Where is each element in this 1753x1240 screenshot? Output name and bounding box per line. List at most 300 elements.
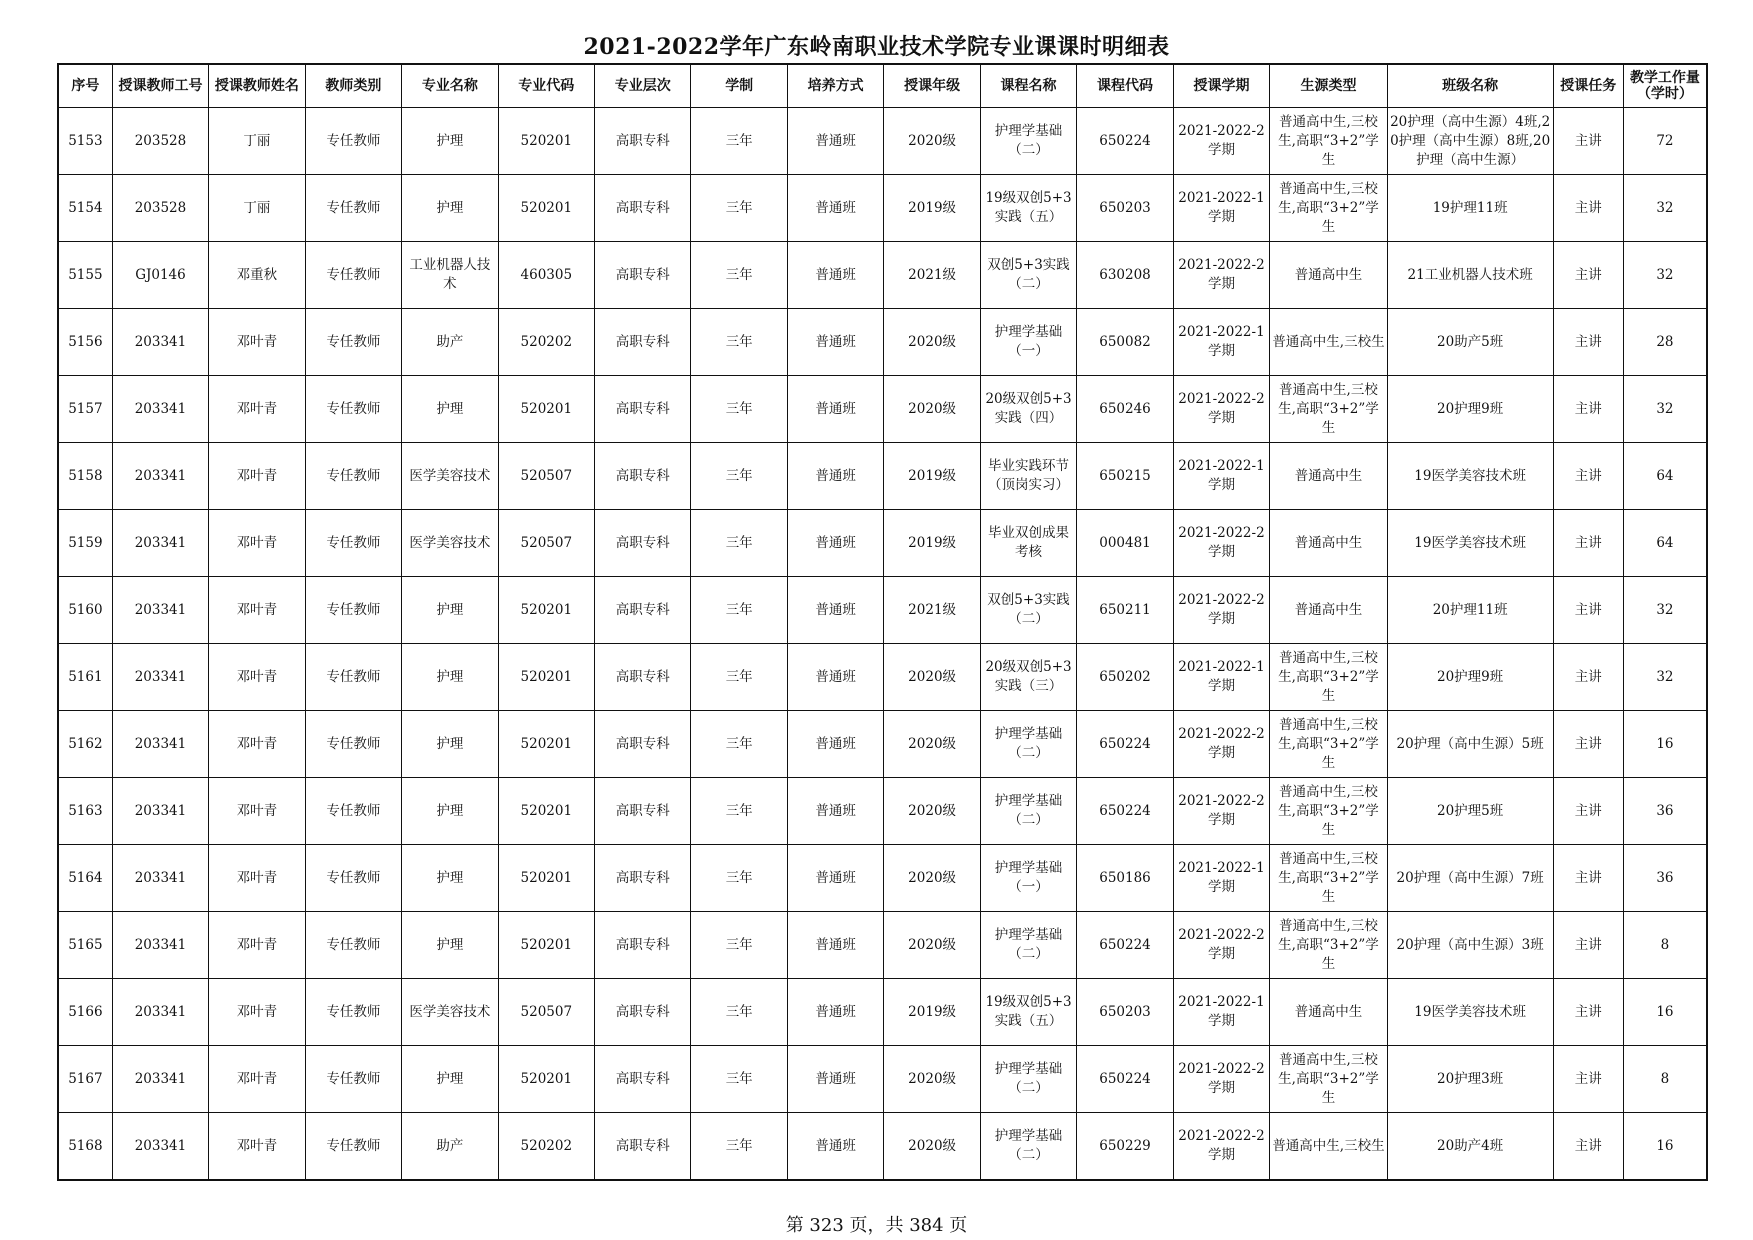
cell-text: 520507: [520, 534, 573, 551]
cell-text: 护理: [436, 400, 464, 417]
cell-text: 普通班: [815, 869, 856, 886]
cell-text: 36: [1656, 802, 1674, 819]
table-cell: [1077, 912, 1173, 979]
cell-text: 203341: [134, 534, 187, 551]
cell-text: 5162: [68, 735, 103, 752]
cell-text: 20护理9班: [1437, 400, 1504, 417]
table-cell: [691, 1046, 787, 1113]
table-cell: [402, 175, 498, 242]
cell-text: 专任教师: [326, 1137, 381, 1154]
table-cell: [112, 912, 208, 979]
cell-text: 普通高中生,三校生,高职“3+2”学生: [1278, 850, 1379, 905]
column-header: 序号: [58, 64, 112, 108]
table-cell: [691, 108, 787, 175]
table-row: [58, 108, 1707, 175]
table-cell: [402, 644, 498, 711]
cell-text: 三年: [725, 400, 753, 417]
cell-text: 三年: [725, 534, 753, 551]
cell-text: 2020级: [908, 735, 957, 752]
cell-text: 520201: [520, 1070, 573, 1087]
cell-text: 主讲: [1574, 668, 1602, 685]
cell-text: 专任教师: [326, 1070, 381, 1087]
table-cell: [1270, 175, 1388, 242]
table-cell: [1077, 510, 1173, 577]
table-cell: [58, 778, 112, 845]
table-cell: [1077, 845, 1173, 912]
table-cell: [209, 644, 305, 711]
cell-text: 高职专科: [615, 1070, 670, 1087]
column-header: 授课学期: [1173, 64, 1269, 108]
table-cell: [402, 778, 498, 845]
table-cell: [58, 644, 112, 711]
cell-text: 普通高中生,三校生,高职“3+2”学生: [1278, 1051, 1379, 1106]
column-header: 专业层次: [595, 64, 691, 108]
cell-text: 5165: [68, 936, 103, 953]
table-cell: [305, 108, 401, 175]
cell-text: 护理: [436, 601, 464, 618]
table-cell: [980, 309, 1076, 376]
cell-text: 护理学基础（二）: [994, 1128, 1063, 1163]
table-cell: [58, 1046, 112, 1113]
table-header: [58, 64, 1707, 108]
cell-text: 主讲: [1574, 266, 1602, 283]
cell-text: 5159: [68, 534, 103, 551]
table-cell: [1173, 108, 1269, 175]
cell-text: 650224: [1099, 132, 1151, 149]
table-cell: [1553, 912, 1623, 979]
table-cell: [209, 108, 305, 175]
cell-text: 2021-2022-2学期: [1178, 1061, 1265, 1096]
table-cell: [787, 242, 883, 309]
table-cell: [58, 108, 112, 175]
table-cell: [787, 1046, 883, 1113]
cell-text: 主讲: [1574, 534, 1602, 551]
table-cell: [1387, 577, 1553, 644]
cell-text: 203528: [134, 199, 187, 216]
table-cell: [498, 845, 594, 912]
table-cell: [498, 175, 594, 242]
cell-text: 2021-2022-1学期: [1178, 458, 1265, 493]
cell-text: 2021-2022-2学期: [1178, 726, 1265, 761]
table-cell: [58, 845, 112, 912]
cell-text: 2021-2022-2学期: [1178, 793, 1265, 828]
cell-text: 普通班: [815, 601, 856, 618]
cell-text: 32: [1656, 400, 1674, 417]
table-cell: [1553, 376, 1623, 443]
table-cell: [1387, 108, 1553, 175]
table-cell: [209, 309, 305, 376]
cell-text: 16: [1656, 1003, 1674, 1020]
table-cell: [1173, 376, 1269, 443]
cell-text: 2020级: [908, 802, 957, 819]
cell-text: 普通高中生: [1294, 601, 1363, 618]
table-cell: [1553, 711, 1623, 778]
table-cell: [402, 443, 498, 510]
cell-text: 64: [1656, 467, 1674, 484]
table-cell: [1623, 577, 1707, 644]
cell-text: 双创5+3实践（二）: [987, 592, 1070, 627]
table-cell: [209, 175, 305, 242]
cell-text: 2021-2022-2学期: [1178, 927, 1265, 962]
cell-text: 普通班: [815, 266, 856, 283]
table-cell: [1077, 1113, 1173, 1181]
table-cell: [498, 912, 594, 979]
table-cell: [58, 979, 112, 1046]
table-cell: [402, 510, 498, 577]
cell-text: 普通高中生,三校生,高职“3+2”学生: [1278, 649, 1379, 704]
cell-text: 助产: [436, 1137, 464, 1154]
cell-text: 三年: [725, 1003, 753, 1020]
table-cell: [1623, 376, 1707, 443]
table-cell: [58, 1113, 112, 1181]
cell-text: 普通高中生,三校生,高职“3+2”学生: [1278, 113, 1379, 168]
table-cell: [595, 108, 691, 175]
cell-text: 毕业实践环节（顶岗实习）: [988, 458, 1070, 493]
cell-text: 2020级: [908, 936, 957, 953]
table-cell: [1623, 1046, 1707, 1113]
cell-text: 普通班: [815, 668, 856, 685]
cell-text: 5156: [68, 333, 103, 350]
table-cell: [1387, 778, 1553, 845]
cell-text: 护理学基础（二）: [994, 1061, 1063, 1096]
cell-text: 护理学基础（二）: [994, 927, 1063, 962]
table-cell: [402, 1113, 498, 1181]
cell-text: 20级双创5+3实践（三）: [985, 659, 1072, 694]
cell-text: 专任教师: [326, 199, 381, 216]
table-cell: [209, 912, 305, 979]
header-row: [58, 64, 1707, 108]
table-cell: [1270, 1046, 1388, 1113]
cell-text: 邓叶青: [236, 735, 278, 752]
cell-text: 三年: [725, 266, 753, 283]
cell-text: 毕业双创成果考核: [988, 525, 1070, 560]
table-cell: [1173, 979, 1269, 1046]
cell-text: 72: [1656, 132, 1674, 149]
cell-text: 000481: [1099, 534, 1151, 551]
cell-text: 203341: [134, 1070, 187, 1087]
cell-text: 三年: [725, 735, 753, 752]
table-row: [58, 778, 1707, 845]
cell-text: 邓叶青: [236, 400, 278, 417]
table-cell: [595, 711, 691, 778]
cell-text: 主讲: [1574, 1137, 1602, 1154]
cell-text: 护理学基础（一）: [994, 860, 1063, 895]
table-cell: [787, 1113, 883, 1181]
table-cell: [402, 845, 498, 912]
cell-text: 20助产5班: [1437, 333, 1504, 350]
table-cell: [305, 242, 401, 309]
cell-text: 普通高中生,三校生,高职“3+2”学生: [1278, 716, 1379, 771]
cell-text: 高职专科: [615, 936, 670, 953]
table-cell: [595, 1113, 691, 1181]
table-cell: [1623, 108, 1707, 175]
table-cell: [209, 577, 305, 644]
cell-text: 邓叶青: [236, 333, 278, 350]
table-cell: [980, 577, 1076, 644]
cell-text: 2020级: [908, 333, 957, 350]
table-cell: [1387, 979, 1553, 1046]
cell-text: 32: [1656, 668, 1674, 685]
table-cell: [1623, 1113, 1707, 1181]
cell-text: 三年: [725, 467, 753, 484]
cell-text: 高职专科: [615, 333, 670, 350]
table-cell: [209, 242, 305, 309]
table-cell: [112, 1113, 208, 1181]
table-cell: [112, 644, 208, 711]
table-cell: [884, 778, 980, 845]
cell-text: 邓叶青: [236, 601, 278, 618]
table-cell: [980, 108, 1076, 175]
table-cell: [498, 778, 594, 845]
table-cell: [884, 376, 980, 443]
table-cell: [1553, 175, 1623, 242]
table-cell: [1553, 309, 1623, 376]
cell-text: 2021-2022-1学期: [1178, 324, 1265, 359]
table-cell: [209, 376, 305, 443]
table-cell: [1623, 443, 1707, 510]
cell-text: 三年: [725, 668, 753, 685]
cell-text: 护理: [436, 132, 464, 149]
column-header: 专业代码: [498, 64, 594, 108]
cell-text: 8: [1660, 1070, 1670, 1087]
table-cell: [691, 979, 787, 1046]
cell-text: 三年: [725, 333, 753, 350]
table-cell: [884, 175, 980, 242]
table-cell: [1270, 912, 1388, 979]
table-cell: [884, 309, 980, 376]
cell-text: 20助产4班: [1437, 1137, 1504, 1154]
cell-text: 5166: [68, 1003, 103, 1020]
cell-text: 丁丽: [243, 199, 271, 216]
cell-text: 460305: [520, 266, 573, 283]
table-cell: [112, 778, 208, 845]
table-cell: [1387, 711, 1553, 778]
cell-text: 203528: [134, 132, 187, 149]
table-cell: [112, 376, 208, 443]
table-cell: [1623, 644, 1707, 711]
table-cell: [498, 644, 594, 711]
cell-text: 520507: [520, 467, 573, 484]
table-cell: [1270, 108, 1388, 175]
cell-text: 19医学美容技术班: [1414, 467, 1526, 484]
table-cell: [691, 711, 787, 778]
cell-text: 高职专科: [615, 869, 670, 886]
cell-text: 520202: [520, 333, 573, 350]
table-cell: [884, 1046, 980, 1113]
table-cell: [1553, 845, 1623, 912]
cell-text: 650215: [1099, 467, 1151, 484]
table-cell: [305, 711, 401, 778]
table-cell: [498, 108, 594, 175]
cell-text: 28: [1656, 333, 1674, 350]
cell-text: 5158: [68, 467, 103, 484]
table-cell: [787, 778, 883, 845]
table-row: [58, 242, 1707, 309]
table-cell: [112, 979, 208, 1046]
cell-text: 650203: [1099, 199, 1151, 216]
cell-text: 邓叶青: [236, 1137, 278, 1154]
table-cell: [305, 778, 401, 845]
table-cell: [209, 778, 305, 845]
cell-text: 650224: [1099, 735, 1151, 752]
cell-text: 邓叶青: [236, 1070, 278, 1087]
table-cell: [980, 979, 1076, 1046]
cell-text: 普通班: [815, 534, 856, 551]
cell-text: 19医学美容技术班: [1414, 1003, 1526, 1020]
table-cell: [595, 242, 691, 309]
table-cell: [884, 644, 980, 711]
cell-text: 普通班: [815, 400, 856, 417]
course-hours-table: [57, 63, 1708, 1181]
cell-text: 普通班: [815, 199, 856, 216]
cell-text: 2021-2022-2学期: [1178, 123, 1265, 158]
table-cell: [209, 711, 305, 778]
cell-text: 2019级: [908, 467, 957, 484]
cell-text: 助产: [436, 333, 464, 350]
table-cell: [1077, 175, 1173, 242]
cell-text: 护理: [436, 1070, 464, 1087]
table-row: [58, 175, 1707, 242]
cell-text: 主讲: [1574, 199, 1602, 216]
table-cell: [595, 644, 691, 711]
cell-text: 邓叶青: [236, 1003, 278, 1020]
table-row: [58, 979, 1707, 1046]
cell-text: 203341: [134, 735, 187, 752]
cell-text: 630208: [1099, 266, 1151, 283]
cell-text: 护理: [436, 869, 464, 886]
column-header: 授课教师工号: [112, 64, 208, 108]
cell-text: 2021级: [908, 601, 957, 618]
table-cell: [980, 912, 1076, 979]
table-cell: [691, 912, 787, 979]
cell-text: 20护理（高中生源）7班: [1396, 869, 1544, 886]
column-header: 授课年级: [884, 64, 980, 108]
cell-text: 专任教师: [326, 601, 381, 618]
table-cell: [1270, 711, 1388, 778]
table-cell: [980, 1046, 1076, 1113]
cell-text: 主讲: [1574, 132, 1602, 149]
table-row: [58, 510, 1707, 577]
cell-text: 高职专科: [615, 668, 670, 685]
cell-text: 邓叶青: [236, 936, 278, 953]
cell-text: 邓叶青: [236, 869, 278, 886]
table-cell: [112, 175, 208, 242]
table-cell: [209, 1113, 305, 1181]
table-cell: [1173, 711, 1269, 778]
column-header: 班级名称: [1387, 64, 1553, 108]
table-cell: [691, 778, 787, 845]
table-cell: [1387, 443, 1553, 510]
table-cell: [305, 443, 401, 510]
cell-text: 520201: [520, 936, 573, 953]
table-cell: [1553, 577, 1623, 644]
cell-text: 19医学美容技术班: [1414, 534, 1526, 551]
table-cell: [595, 309, 691, 376]
cell-text: 520201: [520, 869, 573, 886]
table-cell: [1173, 912, 1269, 979]
table-cell: [787, 711, 883, 778]
table-cell: [305, 979, 401, 1046]
table-cell: [209, 1046, 305, 1113]
cell-text: 32: [1656, 266, 1674, 283]
cell-text: 高职专科: [615, 199, 670, 216]
cell-text: 203341: [134, 936, 187, 953]
table-cell: [980, 778, 1076, 845]
table-cell: [1077, 108, 1173, 175]
cell-text: 双创5+3实践（二）: [987, 257, 1070, 292]
cell-text: 普通班: [815, 1003, 856, 1020]
cell-text: 2020级: [908, 1137, 957, 1154]
table-cell: [691, 309, 787, 376]
table-cell: [498, 577, 594, 644]
cell-text: 主讲: [1574, 400, 1602, 417]
cell-text: 普通班: [815, 802, 856, 819]
table-cell: [691, 376, 787, 443]
cell-text: 专任教师: [326, 333, 381, 350]
table-cell: [1270, 309, 1388, 376]
cell-text: 5157: [68, 400, 103, 417]
table-cell: [1270, 644, 1388, 711]
table-cell: [1387, 845, 1553, 912]
cell-text: 专任教师: [326, 534, 381, 551]
table-cell: [305, 845, 401, 912]
cell-text: 2021-2022-1学期: [1178, 190, 1265, 225]
cell-text: 650224: [1099, 1070, 1151, 1087]
cell-text: 高职专科: [615, 266, 670, 283]
table-cell: [1387, 1113, 1553, 1181]
table-row: [58, 1046, 1707, 1113]
cell-text: 2021-2022-2学期: [1178, 525, 1265, 560]
cell-text: 20护理（高中生源）4班,20护理（高中生源）8班,20护理（高中生源）: [1390, 113, 1551, 168]
table-cell: [884, 443, 980, 510]
column-header: 学制: [691, 64, 787, 108]
cell-text: 专任教师: [326, 1003, 381, 1020]
cell-text: 三年: [725, 802, 753, 819]
cell-text: 520201: [520, 735, 573, 752]
table-cell: [1077, 711, 1173, 778]
table-row: [58, 845, 1707, 912]
table-cell: [112, 845, 208, 912]
table-cell: [980, 644, 1076, 711]
column-header: 教师类别: [305, 64, 401, 108]
table-cell: [1077, 644, 1173, 711]
cell-text: 5155: [68, 266, 103, 283]
table-cell: [402, 376, 498, 443]
table-cell: [209, 845, 305, 912]
cell-text: 高职专科: [615, 601, 670, 618]
cell-text: 520201: [520, 132, 573, 149]
column-header: 课程代码: [1077, 64, 1173, 108]
cell-text: 2021-2022-2学期: [1178, 592, 1265, 627]
cell-text: 普通高中生,三校生,高职“3+2”学生: [1278, 180, 1379, 235]
table-cell: [58, 711, 112, 778]
cell-text: 2021-2022-2学期: [1178, 257, 1265, 292]
table-cell: [1623, 845, 1707, 912]
table-cell: [884, 108, 980, 175]
table-cell: [58, 175, 112, 242]
table-cell: [58, 510, 112, 577]
cell-text: 32: [1656, 601, 1674, 618]
table-cell: [1270, 443, 1388, 510]
cell-text: 工业机器人技术: [409, 257, 491, 292]
cell-text: 高职专科: [615, 1003, 670, 1020]
cell-text: 护理: [436, 199, 464, 216]
table-cell: [691, 242, 787, 309]
cell-text: 三年: [725, 869, 753, 886]
page-title: 2021-2022学年广东岭南职业技术学院专业课课时明细表: [583, 34, 1170, 60]
cell-text: 医学美容技术: [409, 467, 491, 484]
cell-text: 普通高中生: [1294, 534, 1363, 551]
